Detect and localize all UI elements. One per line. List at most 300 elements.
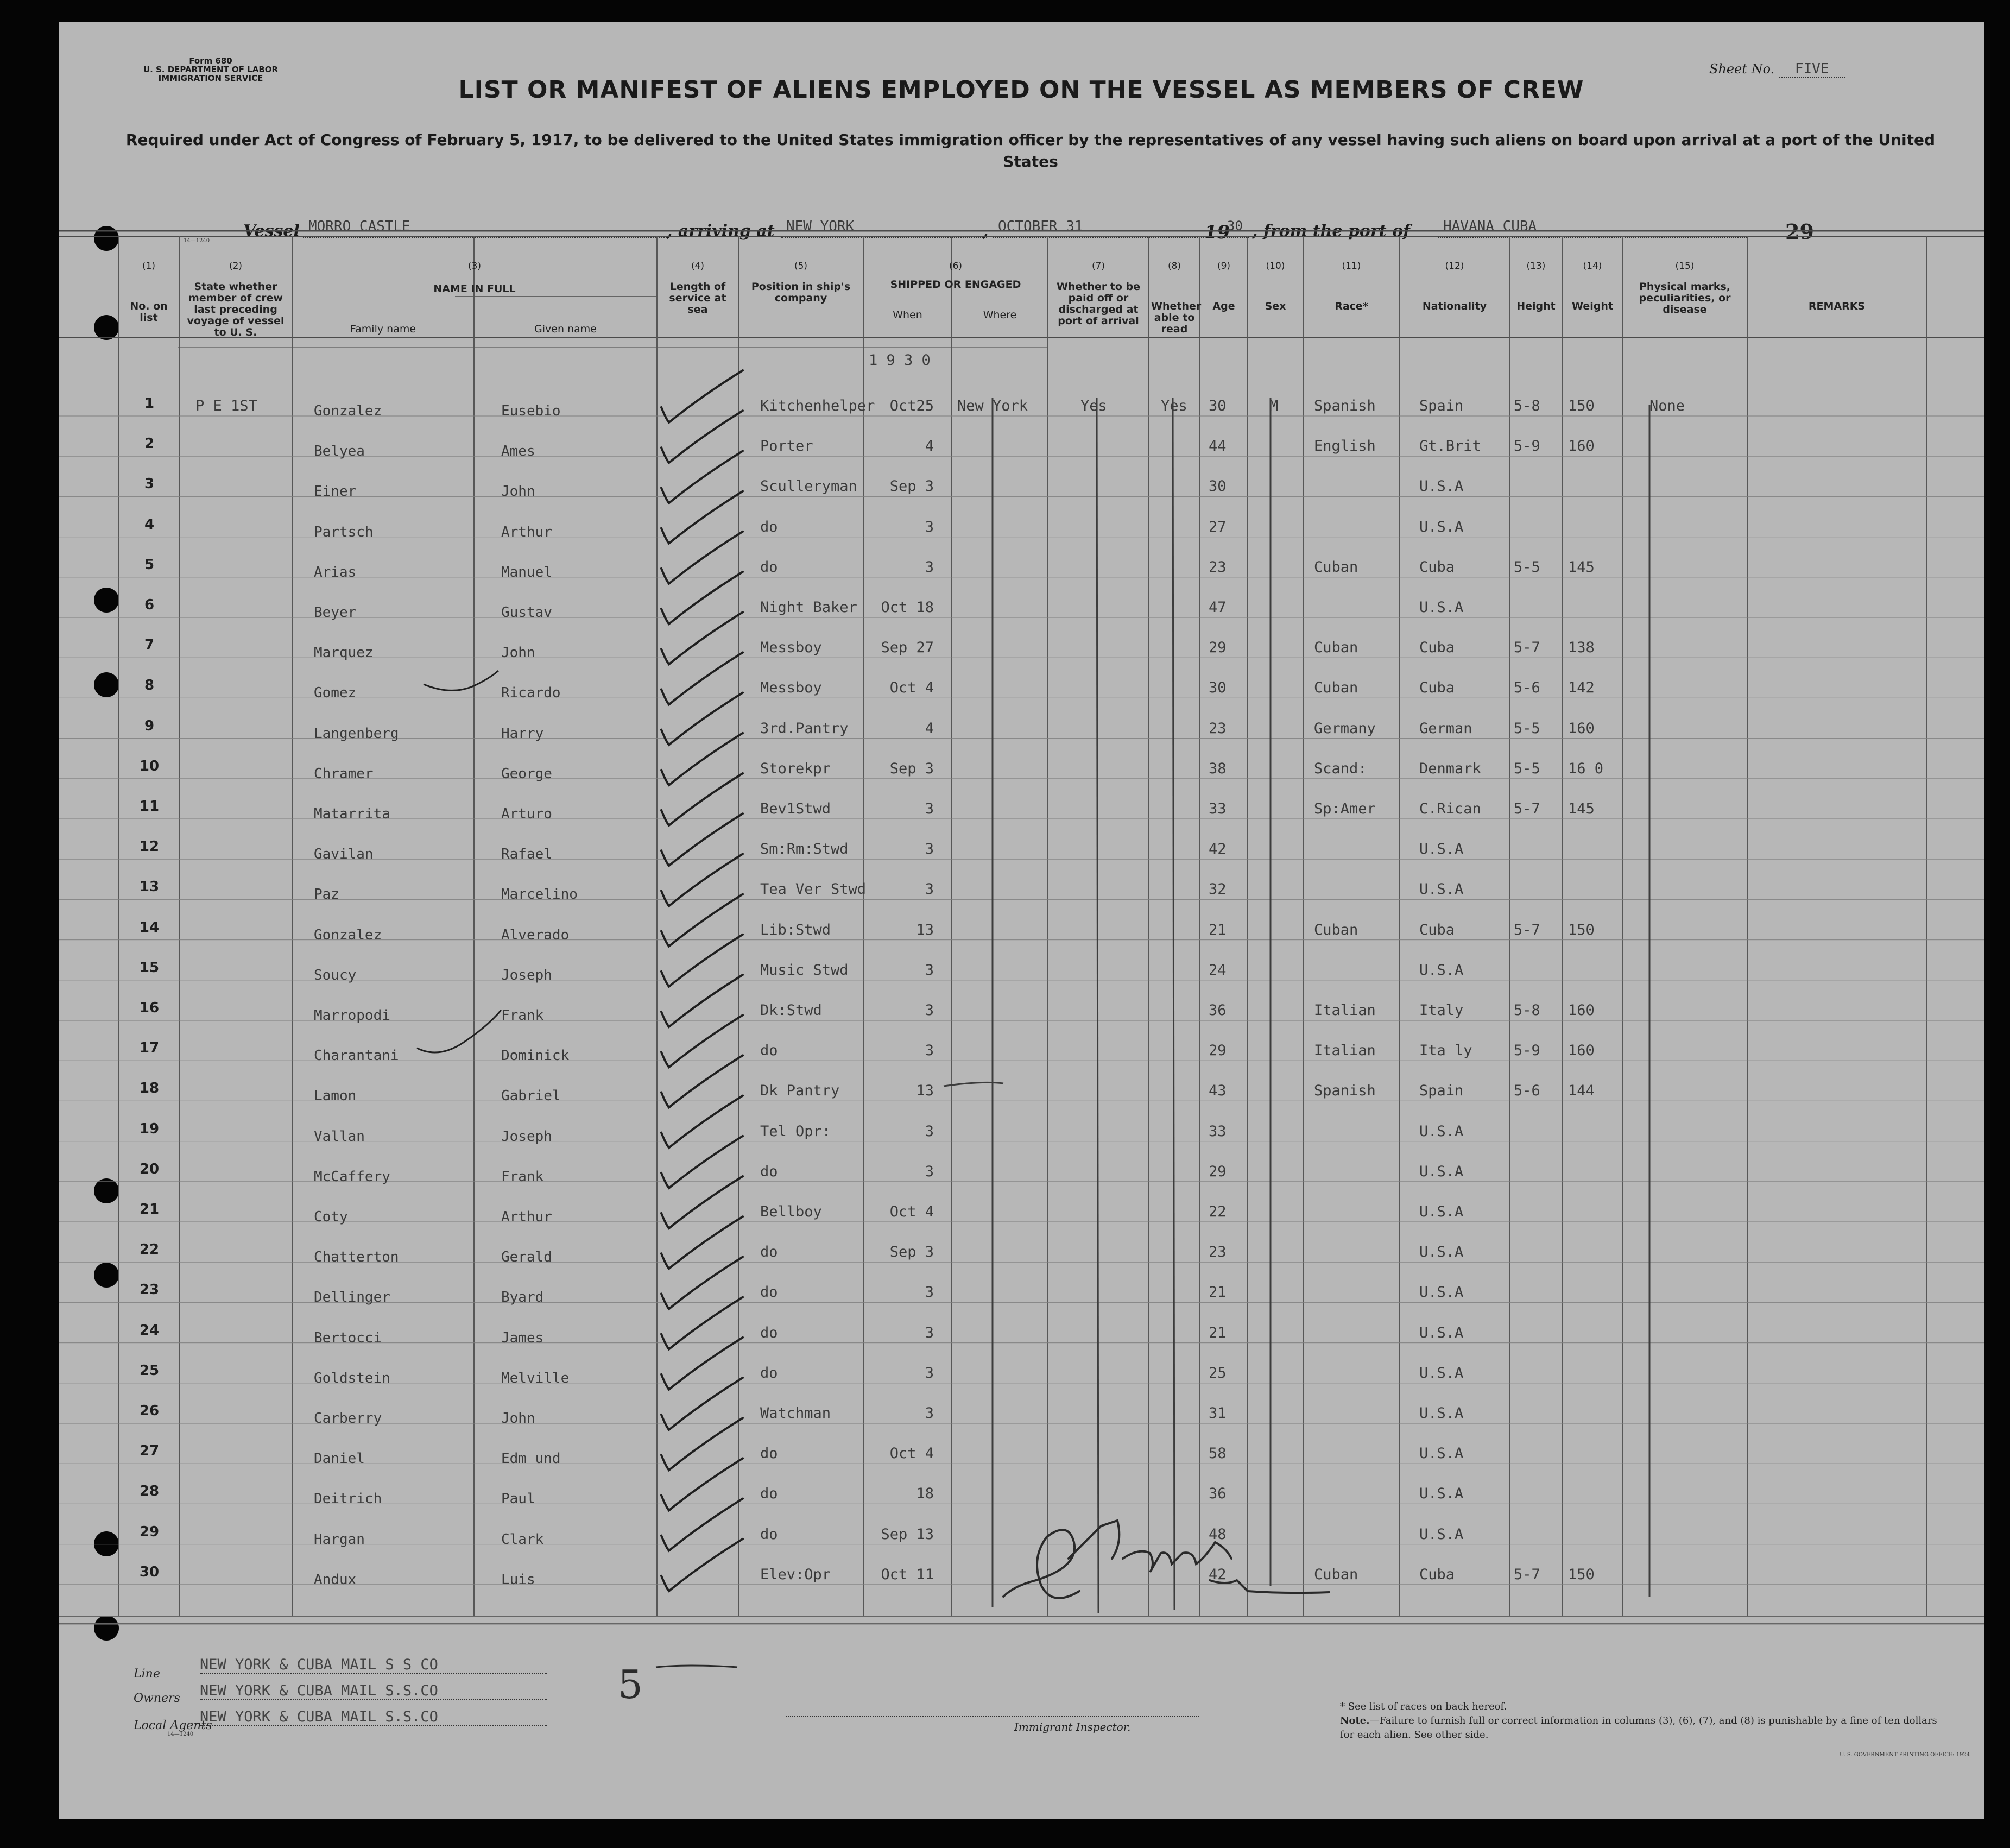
service-check-mark bbox=[661, 411, 743, 463]
sheet-number-value: FIVE bbox=[1779, 61, 1845, 78]
cell-position: Sm:Rm:Stwd bbox=[760, 841, 849, 858]
cell-race: Sp:Amer bbox=[1314, 800, 1376, 817]
row-number: 24 bbox=[139, 1322, 160, 1339]
cell-family: Marquez bbox=[314, 645, 374, 661]
cell-position: do bbox=[760, 1284, 778, 1301]
cell-height: 5-7 bbox=[1514, 921, 1540, 938]
cell-given: Harry bbox=[501, 725, 544, 742]
cell-given: Arthur bbox=[501, 1209, 552, 1225]
column-number: (2) bbox=[229, 261, 243, 272]
column-header: Nationality bbox=[1422, 300, 1487, 312]
cell-when: 18 bbox=[916, 1485, 934, 1503]
cell-height: 5-7 bbox=[1514, 800, 1540, 817]
column-number: (15) bbox=[1675, 261, 1695, 272]
cell-given: Eusebio bbox=[501, 403, 561, 419]
cell-height: 5-7 bbox=[1514, 1566, 1540, 1583]
column-subheader: Given name bbox=[534, 323, 597, 335]
cell-family: Arias bbox=[314, 564, 357, 581]
cell-marks: None bbox=[1649, 398, 1685, 414]
cell-when: 13 bbox=[916, 1082, 934, 1100]
service-check-mark bbox=[661, 1378, 743, 1430]
cell-family: Matarrita bbox=[314, 806, 390, 822]
row-number: 16 bbox=[139, 1000, 160, 1016]
cell-race: Cuban bbox=[1314, 679, 1358, 697]
cell-position: Lib:Stwd bbox=[760, 921, 831, 938]
agents-value: NEW YORK & CUBA MAIL S.S.CO bbox=[200, 1708, 547, 1726]
column-header: Race* bbox=[1335, 300, 1368, 312]
cell-nationality: Italy bbox=[1419, 1002, 1464, 1019]
cell-nationality: U.S.A bbox=[1419, 1163, 1464, 1180]
voyage-line: Vessel MORRO CASTLE , arriving at NEW YORK , OCTOBER 31 19 30 , from the port of HAVANA CUBA 29 bbox=[243, 218, 1814, 244]
column-header: SHIPPED OR ENGAGED bbox=[890, 279, 1021, 291]
column-number: (12) bbox=[1445, 261, 1464, 272]
cell-race: English bbox=[1314, 438, 1376, 455]
cell-when: Sep 3 bbox=[889, 760, 934, 777]
arriving-label: , arriving at bbox=[667, 222, 775, 241]
cell-race: Cuban bbox=[1314, 921, 1358, 938]
cell-weight: 145 bbox=[1568, 800, 1595, 817]
column-header: Weight bbox=[1572, 300, 1613, 312]
cell-weight: 160 bbox=[1568, 438, 1595, 455]
department: U. S. DEPARTMENT OF LABOR bbox=[143, 65, 279, 74]
service-check-mark bbox=[661, 652, 743, 704]
cell-position: do bbox=[760, 1324, 778, 1341]
service-check-mark bbox=[661, 1257, 743, 1309]
punch-hole bbox=[94, 315, 119, 340]
column-header: Age bbox=[1212, 300, 1235, 312]
row-number: 4 bbox=[144, 516, 155, 533]
cell-nationality: Spain bbox=[1419, 1082, 1464, 1100]
cell-family: Coty bbox=[314, 1209, 348, 1225]
cell-family: Hargan bbox=[314, 1531, 365, 1548]
cell-given: Marcelino bbox=[501, 886, 578, 903]
cell-age: 42 bbox=[1209, 841, 1227, 858]
cell-position: Dk Pantry bbox=[760, 1082, 840, 1100]
cell-family: Chatterton bbox=[314, 1249, 399, 1266]
cell-given: Gerald bbox=[501, 1249, 552, 1266]
cell-weight: 150 bbox=[1568, 1566, 1595, 1583]
column-header: NAME IN FULL bbox=[433, 283, 516, 295]
cell-family: Vallan bbox=[314, 1128, 365, 1145]
cell-nationality: U.S.A bbox=[1419, 518, 1464, 535]
cell-position: do bbox=[760, 1445, 778, 1462]
cell-when: 3 bbox=[925, 1405, 934, 1422]
cell-age: 43 bbox=[1209, 1082, 1227, 1100]
cell-family: Belyea bbox=[314, 443, 365, 460]
punch-hole bbox=[94, 1531, 119, 1556]
column-number: (8) bbox=[1167, 261, 1181, 272]
cell-nationality: U.S.A bbox=[1419, 1364, 1464, 1382]
row-number: 6 bbox=[144, 597, 155, 613]
column-header: Sex bbox=[1265, 300, 1286, 312]
cell-given: Clark bbox=[501, 1531, 544, 1548]
cell-family: Andux bbox=[314, 1571, 357, 1588]
cell-given: Frank bbox=[501, 1007, 544, 1024]
owners-label: Owners bbox=[134, 1692, 180, 1705]
races-note-text: * See list of races on back hereof. bbox=[1340, 1701, 1507, 1712]
cell-age: 36 bbox=[1209, 1485, 1227, 1503]
cell-age: 31 bbox=[1209, 1405, 1227, 1422]
row-number: 15 bbox=[139, 959, 160, 976]
column-number: (9) bbox=[1217, 261, 1231, 272]
cell-given: Frank bbox=[501, 1168, 544, 1185]
column-header: No. on list bbox=[130, 300, 168, 324]
cell-family: Bertocci bbox=[314, 1329, 382, 1346]
cell-position: 3rd.Pantry bbox=[760, 720, 849, 737]
cell-when: Sep 3 bbox=[889, 478, 934, 495]
service-check-mark bbox=[661, 1338, 743, 1390]
column-header: Height bbox=[1516, 300, 1556, 312]
row-number: 26 bbox=[139, 1403, 160, 1419]
column-header: Physical marks, peculiarities, or disease bbox=[1639, 281, 1731, 316]
cell-age: 30 bbox=[1209, 478, 1227, 495]
cell-family: Einer bbox=[314, 483, 357, 500]
cell-race: Germany bbox=[1314, 720, 1376, 737]
cell-weight: 150 bbox=[1568, 921, 1595, 938]
cell-height: 5-6 bbox=[1514, 1082, 1540, 1100]
cell-given: Arthur bbox=[501, 524, 552, 540]
row-number: 17 bbox=[139, 1040, 160, 1057]
cell-nationality: Ita ly bbox=[1419, 1042, 1472, 1059]
cell-position: Watchman bbox=[760, 1405, 831, 1422]
row-number: 3 bbox=[144, 476, 155, 493]
cell-position: do bbox=[760, 1244, 778, 1261]
cell-race: Italian bbox=[1314, 1042, 1376, 1059]
service-check-mark bbox=[661, 612, 743, 664]
cell-when: 4 bbox=[925, 720, 934, 737]
cell-when: 3 bbox=[925, 1324, 934, 1341]
cell-nationality: U.S.A bbox=[1419, 1244, 1464, 1261]
service-check-mark bbox=[661, 1055, 743, 1107]
cell-nationality: German bbox=[1419, 720, 1472, 737]
service-check-mark bbox=[661, 975, 743, 1027]
row-number: 21 bbox=[139, 1201, 160, 1218]
cell-given: Gabriel bbox=[501, 1088, 561, 1105]
column-number: (10) bbox=[1266, 261, 1285, 272]
departure-port: HAVANA CUBA bbox=[1438, 218, 1747, 238]
column-number: (3) bbox=[467, 261, 482, 272]
cell-given: Ricardo bbox=[501, 685, 561, 702]
cell-age: 47 bbox=[1209, 599, 1227, 616]
manifest-sheet bbox=[59, 22, 1984, 1819]
vessel-name: MORRO CASTLE bbox=[303, 218, 667, 238]
cell-nationality: Gt.Brit bbox=[1419, 438, 1481, 455]
cell-when: Sep 3 bbox=[889, 1244, 934, 1261]
year-prefix: 19 bbox=[1204, 222, 1230, 243]
cell-weight: 150 bbox=[1568, 398, 1595, 414]
cell-race: Italian bbox=[1314, 1002, 1376, 1019]
cell-race: Scand: bbox=[1314, 760, 1367, 777]
row-number: 2 bbox=[144, 436, 155, 452]
column-header: REMARKS bbox=[1808, 300, 1866, 312]
cell-when: 3 bbox=[925, 1364, 934, 1382]
cell-given: Byard bbox=[501, 1289, 544, 1306]
cell-age: 30 bbox=[1209, 679, 1227, 697]
printing-office: U. S. GOVERNMENT PRINTING OFFICE: 1924 bbox=[1840, 1752, 1970, 1758]
cell-when: 3 bbox=[925, 1163, 934, 1180]
row-number: 22 bbox=[139, 1241, 160, 1258]
arrival-date: OCTOBER 31 bbox=[993, 218, 1204, 238]
cell-when: Oct 4 bbox=[889, 1203, 934, 1220]
cell-position: do bbox=[760, 1364, 778, 1382]
punch-hole bbox=[94, 588, 119, 613]
cell-age: 33 bbox=[1209, 800, 1227, 817]
cell-when: 3 bbox=[925, 881, 934, 898]
cell-weight: 16 0 bbox=[1568, 760, 1604, 777]
row-number: 5 bbox=[144, 556, 155, 573]
cell-given: James bbox=[501, 1329, 544, 1346]
cell-position: Kitchenhelper bbox=[760, 398, 875, 414]
cell-nationality: Cuba bbox=[1419, 558, 1455, 576]
cell-when: 3 bbox=[925, 1284, 934, 1301]
punch-hole bbox=[94, 1616, 119, 1641]
cell-given: John bbox=[501, 483, 535, 500]
races-note bbox=[1340, 1700, 1937, 1742]
cell-weight: 160 bbox=[1568, 720, 1595, 737]
column-number: (11) bbox=[1342, 261, 1361, 272]
column-subheader: Where bbox=[983, 309, 1017, 321]
cell-when: 3 bbox=[925, 841, 934, 858]
service-check-mark bbox=[661, 1216, 743, 1269]
cell-age: 36 bbox=[1209, 1002, 1227, 1019]
cell-family: Charantani bbox=[314, 1048, 399, 1064]
note-label: Note. bbox=[1340, 1715, 1370, 1726]
cell-given: George bbox=[501, 765, 552, 782]
cell-nationality: U.S.A bbox=[1419, 599, 1464, 616]
cell-given: Dominick bbox=[501, 1048, 570, 1064]
service-check-mark bbox=[661, 532, 743, 584]
cell-family: Carberry bbox=[314, 1410, 382, 1427]
cell-family: Lamon bbox=[314, 1088, 357, 1105]
cell-when: Oct 4 bbox=[889, 679, 934, 697]
row-number: 19 bbox=[139, 1120, 160, 1137]
cell-age: 27 bbox=[1209, 518, 1227, 535]
cell-nationality: U.S.A bbox=[1419, 1525, 1464, 1543]
cell-when: Sep 27 bbox=[881, 639, 934, 657]
check-mark bbox=[417, 1010, 501, 1052]
cell-height: 5-7 bbox=[1514, 639, 1540, 657]
cell-weight: 138 bbox=[1568, 639, 1595, 657]
row-number: 20 bbox=[139, 1160, 160, 1177]
service-check-mark bbox=[661, 572, 743, 624]
page-title: LIST OR MANIFEST OF ALIENS EMPLOYED ON THE VESSEL AS MEMBERS OF CREW bbox=[458, 76, 1584, 104]
cell-family: Gomez bbox=[314, 685, 357, 702]
cell-age: 29 bbox=[1209, 639, 1227, 657]
row-number: 10 bbox=[139, 758, 160, 774]
service-check-mark bbox=[661, 1499, 743, 1551]
cell-nationality: U.S.A bbox=[1419, 478, 1464, 495]
cell-family: Goldstein bbox=[314, 1370, 390, 1386]
cell-age: 29 bbox=[1209, 1163, 1227, 1180]
cell-age: 29 bbox=[1209, 1042, 1227, 1059]
cell-given: Ames bbox=[501, 443, 535, 460]
cell-nationality: Cuba bbox=[1419, 639, 1455, 657]
cell-height: 5-5 bbox=[1514, 558, 1540, 576]
column-header: Length of service at sea bbox=[669, 281, 726, 316]
cell-race: Cuban bbox=[1314, 639, 1358, 657]
cell-age: 30 bbox=[1209, 398, 1227, 414]
from-label: , from the port of bbox=[1252, 222, 1411, 241]
cell-when: 4 bbox=[925, 438, 934, 455]
cell-when: 3 bbox=[925, 518, 934, 535]
cell-family: Marropodi bbox=[314, 1007, 390, 1024]
service-check-mark bbox=[661, 854, 743, 906]
cell-race: Spanish bbox=[1314, 1082, 1376, 1100]
row-number: 30 bbox=[139, 1563, 160, 1580]
cell-age: 22 bbox=[1209, 1203, 1227, 1220]
cell-nationality: U.S.A bbox=[1419, 1485, 1464, 1503]
service-check-mark bbox=[661, 491, 743, 544]
cell-when: Oct 4 bbox=[889, 1445, 934, 1462]
vessel-label: Vessel bbox=[243, 222, 300, 241]
service-check-mark bbox=[661, 894, 743, 947]
arrival-port: NEW YORK bbox=[781, 218, 987, 238]
service-check-mark bbox=[661, 1136, 743, 1188]
note-text: —Failure to furnish full or correct information in columns (3), (6), (7), and (8) is punishable by a fine of ten dollars for each alien. See other side. bbox=[1340, 1715, 1937, 1740]
service-check-mark bbox=[661, 370, 743, 422]
column-number: (14) bbox=[1583, 261, 1602, 272]
column-number: (5) bbox=[794, 261, 808, 272]
cell-height: 5-9 bbox=[1514, 438, 1540, 455]
sheet-number bbox=[1709, 61, 1845, 77]
column-header: Whether able to read bbox=[1151, 300, 1202, 335]
service-check-mark bbox=[661, 1015, 743, 1067]
column-number: (6) bbox=[949, 261, 963, 272]
cell-when: 3 bbox=[925, 961, 934, 979]
cell-sex: M bbox=[1269, 398, 1279, 414]
column-header: Whether to be paid off or discharged at port of arrival bbox=[1056, 281, 1141, 327]
service-check-mark bbox=[661, 773, 743, 825]
service-check-mark bbox=[661, 1096, 743, 1148]
cell-given: John bbox=[501, 1410, 535, 1427]
row-number: 11 bbox=[139, 798, 160, 815]
cell-given: John bbox=[501, 645, 535, 661]
cell-nationality: C.Rican bbox=[1419, 800, 1481, 817]
row-number: 8 bbox=[144, 677, 155, 694]
form-number: Form 680 bbox=[189, 56, 232, 66]
column-number: (7) bbox=[1091, 261, 1105, 272]
cell-when: Oct25 bbox=[889, 398, 934, 414]
cell-age: 38 bbox=[1209, 760, 1227, 777]
row-number: 14 bbox=[139, 919, 160, 936]
cell-height: 5-8 bbox=[1514, 1002, 1540, 1019]
service-check-mark bbox=[661, 693, 743, 745]
cell-age: 58 bbox=[1209, 1445, 1227, 1462]
cell-given: Joseph bbox=[501, 967, 552, 983]
row-number: 13 bbox=[139, 879, 160, 895]
cell-nationality: U.S.A bbox=[1419, 1445, 1464, 1462]
cell-state: P E 1ST bbox=[195, 398, 257, 414]
cell-position: Bev1Stwd bbox=[760, 800, 831, 817]
column-subheader: When bbox=[893, 309, 922, 321]
cell-age: 21 bbox=[1209, 1324, 1227, 1341]
cell-nationality: Cuba bbox=[1419, 921, 1455, 938]
service-check-mark bbox=[661, 1297, 743, 1349]
cell-family: Gonzalez bbox=[314, 926, 382, 943]
cell-family: Beyer bbox=[314, 604, 357, 621]
cell-age: 23 bbox=[1209, 720, 1227, 737]
cell-given: Edm und bbox=[501, 1450, 561, 1467]
cell-when: 3 bbox=[925, 1122, 934, 1140]
service-check-mark bbox=[661, 935, 743, 987]
service-check-mark bbox=[661, 1418, 743, 1470]
cell-when: Sep 13 bbox=[881, 1525, 934, 1543]
cell-nationality: U.S.A bbox=[1419, 881, 1464, 898]
cell-weight: 144 bbox=[1568, 1082, 1595, 1100]
cell-age: 44 bbox=[1209, 438, 1227, 455]
cell-nationality: U.S.A bbox=[1419, 1203, 1464, 1220]
row-number: 7 bbox=[144, 637, 155, 654]
column-number: (1) bbox=[142, 261, 156, 272]
row-number: 23 bbox=[139, 1282, 160, 1298]
cell-nationality: U.S.A bbox=[1419, 841, 1464, 858]
cell-age: 23 bbox=[1209, 1244, 1227, 1261]
cell-position: Music Stwd bbox=[760, 961, 849, 979]
cell-given: Rafael bbox=[501, 846, 552, 863]
year-suffix: 30 bbox=[1227, 218, 1249, 238]
service-check-mark bbox=[661, 813, 743, 866]
cell-given: Melville bbox=[501, 1370, 570, 1386]
column-number: (13) bbox=[1526, 261, 1546, 272]
cell-position: Dk:Stwd bbox=[760, 1002, 822, 1019]
cell-when: 3 bbox=[925, 1042, 934, 1059]
cell-position: do bbox=[760, 1525, 778, 1543]
row-number: 1 bbox=[144, 395, 155, 412]
cell-weight: 142 bbox=[1568, 679, 1595, 697]
column-number: (4) bbox=[691, 261, 705, 272]
cell-paid: Yes bbox=[1080, 398, 1107, 414]
cell-position: do bbox=[760, 518, 778, 535]
cell-age: 42 bbox=[1209, 1566, 1227, 1583]
service: IMMIGRATION SERVICE bbox=[158, 73, 263, 83]
row-number: 28 bbox=[139, 1483, 160, 1500]
inspector-label: Immigrant Inspector. bbox=[1014, 1720, 1131, 1733]
cell-when: Oct 18 bbox=[881, 599, 934, 616]
cell-family: Soucy bbox=[314, 967, 357, 983]
cell-when: 13 bbox=[916, 921, 934, 938]
cell-when: 3 bbox=[925, 800, 934, 817]
cell-age: 21 bbox=[1209, 921, 1227, 938]
cell-read: Yes bbox=[1161, 398, 1187, 414]
cell-family: Chramer bbox=[314, 765, 374, 782]
cell-given: Gustav bbox=[501, 604, 552, 621]
cell-family: Gonzalez bbox=[314, 403, 382, 419]
cell-race: Cuban bbox=[1314, 1566, 1358, 1583]
row-number: 27 bbox=[139, 1443, 160, 1460]
sheet-number-label: Sheet No. bbox=[1709, 61, 1775, 77]
cell-family: Dellinger bbox=[314, 1289, 390, 1306]
cell-nationality: Cuba bbox=[1419, 679, 1455, 697]
cell-nationality: Spain bbox=[1419, 398, 1464, 414]
cell-nationality: Cuba bbox=[1419, 1566, 1455, 1583]
cell-family: Daniel bbox=[314, 1450, 365, 1467]
service-check-mark bbox=[661, 1176, 743, 1228]
cell-height: 5-9 bbox=[1514, 1042, 1540, 1059]
row-number: 12 bbox=[139, 838, 160, 855]
cell-when: 3 bbox=[925, 1002, 934, 1019]
cell-position: Night Baker bbox=[760, 599, 857, 616]
cell-nationality: Denmark bbox=[1419, 760, 1481, 777]
cell-position: Elev:Opr bbox=[760, 1566, 831, 1583]
cell-race: Spanish bbox=[1314, 398, 1376, 414]
cell-family: Paz bbox=[314, 886, 339, 903]
cell-family: Langenberg bbox=[314, 725, 399, 742]
owners-value: NEW YORK & CUBA MAIL S.S.CO bbox=[200, 1682, 547, 1700]
cell-height: 5-5 bbox=[1514, 720, 1540, 737]
cell-family: Partsch bbox=[314, 524, 374, 540]
cell-position: Tel Opr: bbox=[760, 1122, 831, 1140]
cell-position: Porter bbox=[760, 438, 813, 455]
